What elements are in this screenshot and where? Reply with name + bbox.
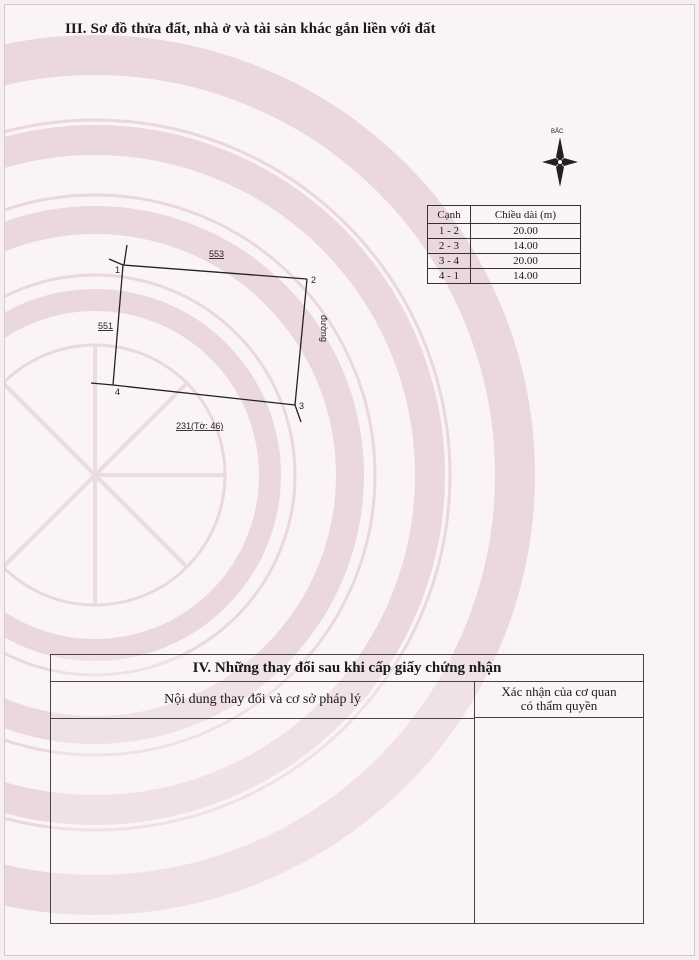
length-cell: 20.00 [470,224,580,239]
edge-length-table [427,205,581,284]
vertex-label: 3 [299,401,305,411]
authority-header-line-2: có thẩm quyền [520,698,598,713]
column-divider [474,718,475,923]
edge-cell: 2 - 3 [428,239,471,254]
edge-cell: 4 - 1 [428,269,471,284]
vertex-label: 1 [115,265,121,275]
plot-edge-2-3 [295,279,307,405]
length-cell: 20.00 [470,254,580,269]
compass-rose-icon [540,137,580,197]
neighbor-right-label: đường [319,315,329,342]
land-plot-diagram [85,237,345,437]
table-row [428,224,581,239]
neighbor-top-label: 553 [209,249,225,259]
vertex-label: 2 [311,275,317,285]
vertex-label: 4 [115,387,121,397]
compass [540,129,580,189]
north-label: BẮC [551,129,564,135]
edge-cell: 3 - 4 [428,254,471,269]
length-cell: 14.00 [470,269,580,284]
changes-table [50,654,644,924]
edge-header: Cạnh [428,206,471,224]
plot-edge-4-1 [113,265,123,385]
authority-header-line-1: Xác nhận của cơ quan [501,684,617,699]
plot-edge-3-4 [113,385,295,405]
table-row [428,254,581,269]
table-row [428,269,581,284]
length-cell: 14.00 [470,239,580,254]
edge-cell: 1 - 2 [428,224,471,239]
neighbor-left-label: 551 [98,321,114,331]
authority-confirmation-header [475,682,643,718]
change-content-header: Nội dung thay đổi và cơ sở pháp lý [51,682,475,719]
section-3-title: III. Sơ đồ thửa đất, nhà ở và tài sản khác gắn liền với đất [65,21,436,37]
length-header: Chiều dài (m) [470,206,580,224]
certificate-page [4,4,695,956]
plot-edge-1-2 [123,265,307,279]
section-4-title: IV. Những thay đổi sau khi cấp giấy chứng nhận [51,655,643,682]
table-row [428,239,581,254]
neighbor-bottom-label: 231(Tờ: 46) [176,421,224,431]
